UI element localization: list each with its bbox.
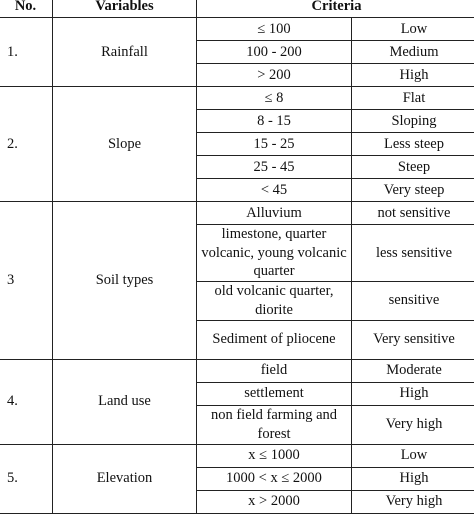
criteria-class: Flat — [352, 87, 474, 110]
table-row — [0, 359, 474, 382]
criteria-class: High — [352, 467, 474, 490]
variable-name: Land use — [53, 359, 197, 444]
criteria-range: field — [197, 359, 352, 382]
criteria-class: Low — [352, 18, 474, 41]
criteria-range: 8 - 15 — [197, 110, 352, 133]
row-number: 3 — [0, 202, 53, 360]
criteria-range: x ≤ 1000 — [197, 444, 352, 467]
criteria-range: x > 2000 — [197, 490, 352, 513]
criteria-range: 100 - 200 — [197, 41, 352, 64]
variable-name: Soil types — [53, 202, 197, 360]
criteria-class: Low — [352, 444, 474, 467]
criteria-range: Alluvium — [197, 202, 352, 225]
table-row — [0, 202, 474, 225]
criteria-class: less sensitive — [352, 225, 474, 282]
criteria-range: limestone, quarter volcanic, young volcanic quarter — [197, 225, 352, 282]
table-row — [0, 444, 474, 467]
criteria-range: old volcanic quarter, diorite — [197, 281, 352, 320]
variable-name: Rainfall — [53, 18, 197, 87]
criteria-range: ≤ 8 — [197, 87, 352, 110]
table-row — [0, 18, 474, 41]
criteria-class: Very sensitive — [352, 320, 474, 359]
criteria-range: 1000 < x ≤ 2000 — [197, 467, 352, 490]
variable-name: Elevation — [53, 444, 197, 513]
criteria-range: > 200 — [197, 64, 352, 87]
criteria-class: Medium — [352, 41, 474, 64]
row-number: 1. — [0, 18, 53, 87]
criteria-class: not sensitive — [352, 202, 474, 225]
row-number: 4. — [0, 359, 53, 444]
criteria-class: Sloping — [352, 110, 474, 133]
variable-name: Slope — [53, 87, 197, 202]
header-row — [0, 0, 474, 18]
criteria-class: Steep — [352, 156, 474, 179]
criteria-class: High — [352, 382, 474, 405]
table-row — [0, 87, 474, 110]
row-number: 2. — [0, 87, 53, 202]
criteria-range: ≤ 100 — [197, 18, 352, 41]
criteria-range: settlement — [197, 382, 352, 405]
criteria-class: Very high — [352, 405, 474, 444]
criteria-class: Moderate — [352, 359, 474, 382]
criteria-class: sensitive — [352, 281, 474, 320]
criteria-class: Less steep — [352, 133, 474, 156]
header-variables: Variables — [53, 0, 197, 18]
criteria-range: Sediment of pliocene — [197, 320, 352, 359]
header-no: No. — [0, 0, 53, 18]
criteria-class: Very high — [352, 490, 474, 513]
criteria-range: non field farming and forest — [197, 405, 352, 444]
criteria-class: High — [352, 64, 474, 87]
criteria-range: < 45 — [197, 179, 352, 202]
criteria-range: 25 - 45 — [197, 156, 352, 179]
row-number: 5. — [0, 444, 53, 513]
criteria-range: 15 - 25 — [197, 133, 352, 156]
header-criteria: Criteria — [197, 0, 474, 18]
criteria-class: Very steep — [352, 179, 474, 202]
